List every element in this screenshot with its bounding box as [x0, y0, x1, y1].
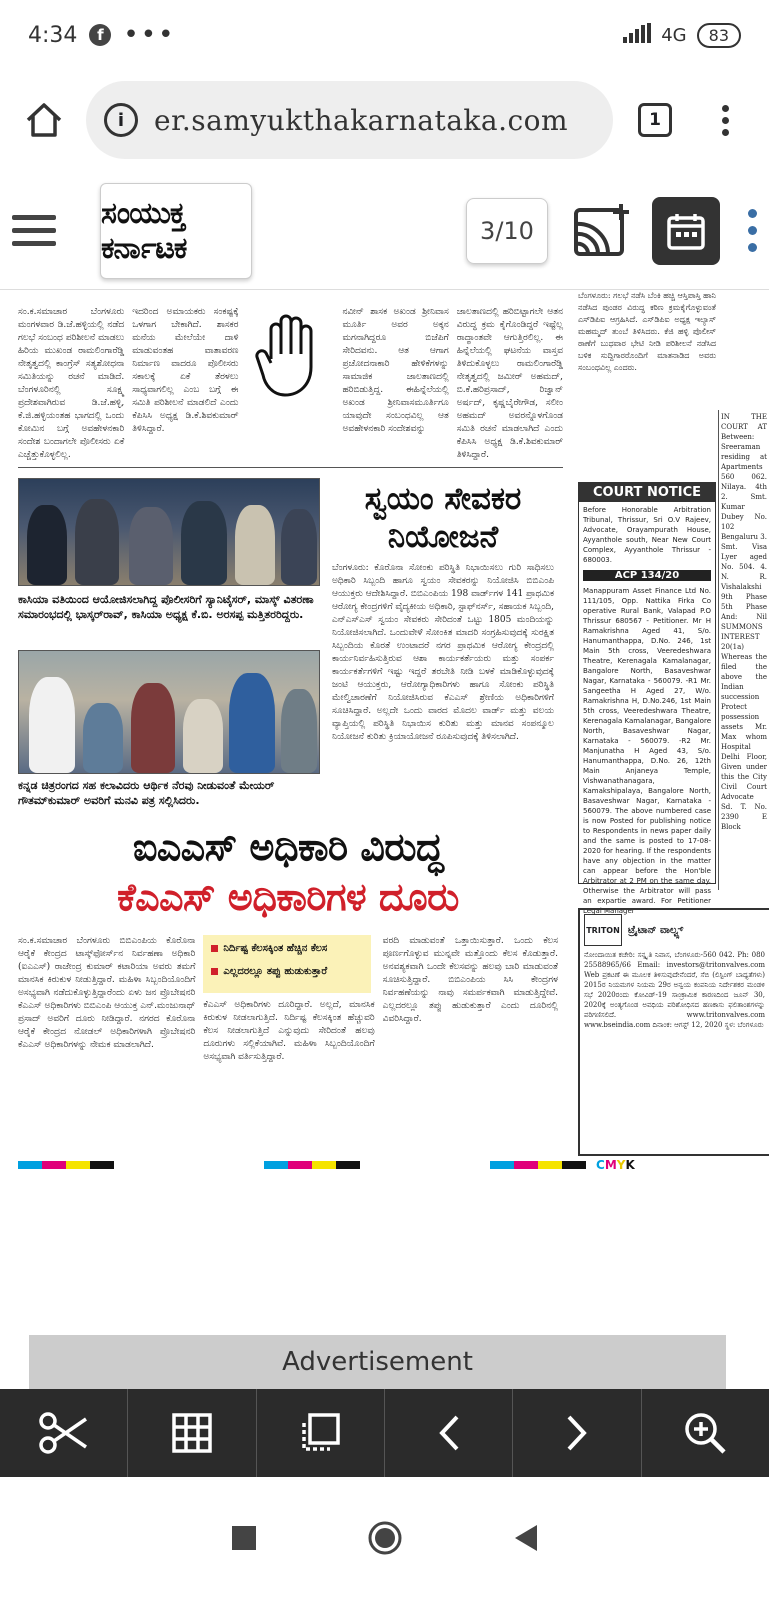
highlight-box	[203, 935, 371, 993]
triton-notice	[578, 908, 769, 1156]
overflow-menu-icon[interactable]	[748, 209, 757, 252]
photo-caption: ಕನ್ನಡ ಚಿತ್ರರಂಗದ ಸಹ ಕಲಾವಿದರು ಆರ್ಥಿಕ ನೆರವು ನೀಡುವಂತೆ ಮೇಯರ್ ಗೌತಮ್‌ಕುಮಾರ್ ಅವರಿಗೆ ಮನವಿ ಪತ್ರ ಸಲ್ಲಿಸಿದರು.	[18, 779, 275, 807]
main-headline-red: ಕೆಎಎಸ್ ಅಧಿಕಾರಿಗಳ ದೂರು	[117, 875, 459, 919]
headline	[332, 480, 554, 556]
logo-text: ಸಂಯುಕ್ತ ಕರ್ನಾಟಕ	[101, 195, 187, 266]
highlight-item: ನಿರ್ದಿಷ್ಟ ಕೆಲಸಕ್ಕಿಂತ ಹೆಚ್ಚಿನ ಕೆಲಸ	[223, 943, 328, 954]
article-column: ಇದರಿಂದ ಅಮಾಯಕರು ಸಂಕಷ್ಟಕ್ಕೆ ಒಳಗಾಗ ಬೇಕಾಗಿದೆ. ಶಾಸಕರ ಮನೆಯ ಮೇಲೆಯೇ ದಾಳಿ ಮಾಡುವಂತಹ ವಾತಾವರಣ ನಿರ್ಮಾಣ ವಾದರೂ ಪೊಲೀಸರು ಸಕಾಲಕ್ಕೆ ಏಕೆ ತೆರಳಲು ಸಾಧ್ಯವಾಗಲಿಲ್ಲ ಎಂಬ ಬಗ್ಗೆ ಈ ಸಮಿತಿ ಪರಿಶೀಲನೆ ಮಾಡಲಿದೆ ಎಂದು ಕೆಪಿಸಿಸಿ ಅಧ್ಯಕ್ಷ ಡಿ.ಕೆ.ಶಿವಕುಮಾರ್ ತಿಳಿಸಿದ್ದಾರೆ.	[132, 307, 239, 434]
court-notice-body: Manappuram Asset Finance Ltd No. 111/105, Opp. Nattika Firka Co operative Rural Bank, Valapad P.O Thrissur 680567 - Petitioner. Mr H Ramakrishna Aged 41, S/o. Hanumanthappa, D.No. 246, 1st Main 5th cross, Veeredeshwara Theatre, Kerenagala Kamalanagar, Bangalore North, Basaveshwar Nagar, Karnataka - 560079. -R1 Mr. Sangeetha H Aged 27, W/o. Ramakrishna H, D.No.246, 1st Main 5th cross, Veeredeshwara Theatre, Kerenagala Kamalanagar, Bangalore North, Basaveshwar Nagar, Karnataka - 560079. -R2 Mr. Manjunatha H Aged 43, S/o. Hanumanthappa, D.No. 26, 12th Main Anjaneya Temple, Vishwanathanagara, Kamakshipalaya, Bangalore North, Basaveshwar Nagar, Karnataka - 560079. The above numbered case is now Posted for publishing notice to Respondents in news paper daily and the same is posted to 17-08-2020 for hearing. If the respondents have any objection in the matter can appear before the Hon'ble Arbitrator at 2 PM on the same day. Otherwise the Arbitrator will pass an expartie award. For Petitioner Legal Manager	[583, 587, 711, 915]
next-page-icon[interactable]	[513, 1389, 641, 1477]
news-photo	[18, 478, 320, 586]
congress-hand-icon	[247, 306, 335, 402]
browser-url-row	[0, 72, 769, 168]
article-column: ಸಂ.ಕ.ಸಮಾಚಾರ ಬೆಂಗಳೂರು ಬಿಬಿಎಂಪಿಯ ಕೊರೊನಾ ಆರೈಕೆ ಕೇಂದ್ರದ ಟಾಸ್ಕ್‌ಫೋರ್ಸ್‌ನ ನಿರ್ವಹಣಾ ಅಧಿಕಾರಿ (ಐಎಎಸ್) ರಾಜೇಂದ್ರ ಕುಮಾರ್ ಕಟಾರಿಯಾ ಅವರು ತಮಗೆ ಮಾನಸಿಕ ಕಿರುಕುಳ ನೀಡುತ್ತಿದ್ದಾರೆ. ಮಹಿಳಾ ಸಿಬ್ಬಂದಿಯೊಂದಿಗೆ ಅಸಭ್ಯವಾಗಿ ನಡೆದುಕೊಳ್ಳುತ್ತಿದ್ದಾರೆಂದು ಏಳು ಜನ ಪ್ರೊಬೇಷನರಿ ಕೆಎಎಸ್ ಅಧಿಕಾರಿಗಳು ಬಿಬಿಎಂಪಿ ಆಯುಕ್ತ ಎನ್.ಮಂಜುನಾಥ್ ಪ್ರಸಾದ್ ಅವರಿಗೆ ದೂರು ನೀಡಿದ್ದಾರೆ. ನಗರದ ಕೊರೊನಾ ಆರೈಕೆ ಕೇಂದ್ರದ ನೋಡಲ್ ಅಧಿಕಾರಿಗಳಾಗಿ ಪ್ರೊಬೇಷನರಿ ಕೆಎಎಸ್ ಅಧಿಕಾರಿಗಳನ್ನು ನೇಮಕ ಮಾಡಲಾಗಿದೆ.	[18, 936, 196, 1050]
calendar-icon[interactable]	[652, 197, 720, 265]
main-headline: ಐಎಎಸ್ ಅಧಿಕಾರಿ ವಿರುದ್ಧ	[132, 825, 444, 869]
headline-line: ಸ್ವಯಂ ಸೇವಕರ	[364, 481, 522, 517]
home-icon[interactable]	[367, 1520, 403, 1560]
advertisement-banner[interactable]: Advertisement	[29, 1335, 726, 1389]
article-column: ಬೆಂಗಳೂರು: ಗಲಭೆ ನಡೆಸಿ ಬೆಂಕಿ ಹಚ್ಚಿ ಆಸ್ತಿಪಾಸ್ತಿ ಹಾನಿ ನಡೆಸಿದ ಪುಂಡರ ವಿರುದ್ಧ ಕಠಿಣ ಕ್ರಮಕೈಗೊಳ್ಳುವಂತೆ ಎಸ್‌ಡಿಪಿಐ ಆಗ್ರಹಿಸಿದೆ. ಎಸ್‌ಡಿಪಿಐ ಅಧ್ಯಕ್ಷ ಇಲ್ಯಾಸ್ ಮಹಮ್ಮದ್ ತುಂಬೆ ತಿಳಿಸಿದರು. ಕೆಜಿ ಹಳ್ಳಿ ಪೊಲೀಸ್ ಠಾಣೆಗೆ ಬುಧವಾರ ಭೇಟಿ ನೀಡಿ ಪರಿಶೀಲನೆ ನಡೆಸಿದ ಬಳಿಕ ಸುದ್ದಿಗಾರರೊಂದಿಗೆ ಮಾತನಾಡಿದ ಅವರು ಸಂಬಂಧವಿಲ್ಲ ಎಂದರು.	[578, 291, 716, 372]
scissors-icon[interactable]	[0, 1389, 128, 1477]
top-article	[18, 290, 563, 468]
system-nav-bar	[0, 1480, 769, 1600]
battery-icon	[697, 23, 741, 48]
sdpi-article	[578, 290, 716, 472]
home-icon[interactable]	[16, 92, 72, 148]
court-notice	[578, 482, 716, 915]
recents-icon[interactable]	[231, 1525, 257, 1555]
grid-icon[interactable]	[128, 1389, 256, 1477]
article-column: ಸಂ.ಕ.ಸಮಾಚಾರ ಬೆಂಗಳೂರು ಮಂಗಳವಾರ ಡಿ.ಜೆ.ಹಳ್ಳಿಯಲ್ಲಿ ನಡೆದ ಗಲಭೆ ಸಂಬಂಧ ಪರಿಶೀಲನೆ ಮಾಡಲು ಹಿರಿಯ ಮುಖಂಡ ರಾಮಲಿಂಗಾರೆಡ್ಡಿ ನೇತೃತ್ವದಲ್ಲಿ ಕಾಂಗ್ರೆಸ್ ಸತ್ಯಶೋಧನಾ ಸಮಿತಿಯನ್ನು ರಚನೆ ಮಾಡಿದೆ. ಬೆಂಗಳೂರಿನಲ್ಲಿ ಸೂಕ್ಷ್ಮ ಪ್ರದೇಶವಾಗಿರುವ ಡಿ.ಜೆ.ಹಳ್ಳಿ, ಕೆ.ಜಿ.ಹಳ್ಳಿಯಂತಹ ಭಾಗದಲ್ಲಿ ಒಂದು ಕೋಮಿನ ಬಗ್ಗೆ ಅವಹೇಳನಕಾರಿ ಸಂದೇಶ ಬಂದಾಗಲೇ ಪೊಲೀಸರು ಏಕೆ ಎಚ್ಚೆತ್ತುಕೊಳ್ಳಲಿಲ್ಲ.	[18, 307, 125, 460]
main-article	[18, 935, 558, 1145]
case-number: ACP 134/20	[583, 570, 711, 581]
previous-page-icon[interactable]	[385, 1389, 513, 1477]
status-bar	[0, 0, 769, 70]
court-notice-intro: Before Honorable Arbitration Tribunal, Thrissur, Sri O.V Rajeev, Advocate, Orayampurath House, Ayyanthole south, Near New Court Complex, Ayyanthole Thrissur - 680003.	[583, 506, 711, 564]
network-type: 4G	[661, 24, 687, 46]
logo[interactable]	[100, 183, 252, 279]
news-photo	[18, 650, 320, 774]
overflow-menu-icon[interactable]	[697, 92, 753, 148]
article-column: ಜಾಲತಾಣದಲ್ಲಿ ಹರಿಬಿಟ್ಟಾಗಲೇ ಆತನ ವಿರುದ್ಧ ಕ್ರಮ ಕೈಗೊಂಡಿದ್ದರೆ ಇಷ್ಟೆಲ್ಲ ರಾದ್ಧಾಂತವೇ ಆಗುತ್ತಿರಲಿಲ್ಲ. ಈ ಹಿನ್ನೆಲೆಯಲ್ಲಿ ಘಟನೆಯ ವಾಸ್ತವ ತಿಳಿದುಕೊಳ್ಳಲು ರಾಮಲಿಂಗಾರೆಡ್ಡಿ ನೇತೃತ್ವದಲ್ಲಿ ಜಮೀರ್ ಅಹಮದ್, ಬಿ.ಕೆ.ಹರಿಪ್ರಸಾದ್, ರಿಜ್ವಾನ್ ಅರ್ಷದ್, ಕೃಷ್ಣಬೈರೇಗೌಡ, ಸಲೀಂ ಅಹಮದ್ ಅವರನ್ನೊಳಗೊಂಡ ಸಮಿತಿ ರಚನೆ ಮಾಡಲಾಗಿದೆ ಎಂದು ಕೆಪಿಸಿಸಿ ಅಧ್ಯಕ್ಷ ಡಿ.ಕೆ.ಶಿವಕುಮಾರ್ ತಿಳಿಸಿದ್ದಾರೆ.	[456, 307, 563, 460]
url-bar[interactable]	[86, 81, 613, 159]
info-icon[interactable]: i	[104, 103, 138, 137]
tabs-icon[interactable]	[627, 92, 683, 148]
epaper-toolbar	[0, 172, 769, 290]
cast-icon[interactable]	[570, 199, 634, 263]
photo-caption: ಕಾಸಿಯಾ ವತಿಯಿಂದ ಆಯೋಜಿಸಲಾಗಿದ್ದ ಪೊಲೀಸರಿಗೆ ಸ್ಯಾನಿಟೈಸರ್, ಮಾಸ್ಕ್ ವಿತರಣಾ ಸಮಾರಂಭದಲ್ಲಿ ಭಾಸ್ಕರ್‌ರಾವ್, ಕಾಸಿಯಾ ಅಧ್ಯಕ್ಷ ಕೆ.ಬಿ. ಅರಸಪ್ಪ ಮತ್ತಿತರರಿದ್ದರು.	[18, 593, 314, 621]
triton-notice-text: ನೋಂದಾಯಿತ ಕಚೇರಿ: ಸನ್ಸ್ಕೃತಿ ನಿವಾಸ, ಬೆಂಗಳೂರು-560 042. Ph: 080 25588965/66 Email: investors@tritonvalves.com Web ಪ್ರಕಟಣೆ ಈ ಮೂಲಕ ತಿಳಿಸುವುದೇನೆಂದರೆ, ಸೆಬಿ (ಲಿಸ್ಟಿಂಗ್ ಬಾಧ್ಯತೆಗಳು) 2015ರ ನಿಯಮಗಳ ನಿಯಮ 29ರ ಅನ್ವಯ ಕಂಪನಿಯ ನಿರ್ದೇಶಕರ ಮಂಡಳಿ ಸಭೆ 2020ರಂದು ಕೋವಿಡ್-19 ಸಾಂಕ್ರಾಮಿಕ ಕಾರಣದಿಂದ ಜೂನ್ 30, 2020ಕ್ಕೆ ಅಂತ್ಯಗೊಂಡ ಅವಧಿಯ ಪರಿಶೋಧಿಸದ ಹಣಕಾಸು ಫಲಿತಾಂಶಗಳನ್ನು ಪರಿಗಣಿಸಲಿದೆ. www.tritonvalves.com www.bseindia.com ದಿನಾಂಕ: ಆಗಸ್ಟ್ 12, 2020 ಸ್ಥಳ: ಬೆಂಗಳೂರು	[584, 951, 765, 1029]
headline-line: ನಿಯೋಜನೆ	[387, 519, 499, 555]
legal-notice-text: IN THE COURT AT Between: Sreeraman residing at Apartments 560 062. Nilaya. 4th 2. Smt. Kumar Dubey No. 102 Bengaluru 3. Smt. Visa Lyer aged No. 504. 4. N. R. Vishalakshi 9th Phase 5th Phase And: Nil SUMMONS INTEREST 20(1a) Whereas the filed the above the Indian succession Protect possession assets Mr. Max whom Hospital Delhi Floor, Given under this the City Civil Court Advocate Sd. T. No. 2390 E Block	[721, 413, 767, 831]
tab-count: 1	[638, 103, 672, 137]
page-select-icon[interactable]	[257, 1389, 385, 1477]
triton-name: ಟ್ರೈಟಾನ್ ವಾಲ್ವ್ಸ್	[628, 924, 684, 936]
clock: 4:34	[28, 22, 78, 48]
page-indicator[interactable]: 3/10	[466, 198, 548, 264]
court-notice-title: COURT NOTICE	[579, 483, 715, 502]
signal-icon	[623, 23, 651, 48]
article-body: ಬೆಂಗಳೂರು: ಕೊರೊನಾ ಸೋಂಕು ಪರಿಸ್ಥಿತಿ ನಿಭಾಯಿಸಲು ಗುರಿ ಸಾಧಿಸಲು ಅಧಿಕಾರಿ ಸಿಬ್ಬಂದಿ ಹಾಗೂ ಸ್ವಯಂ ಸೇವಕರನ್ನು ನಿಯೋಜಿಸಿ ಬಿಬಿಎಂಪಿ ಆಯುಕ್ತರು ಆದೇಶಿಸಿದ್ದಾರೆ. ಬಿಬಿಎಂಪಿಯ 198 ವಾರ್ಡ್‌ಗಳ 141 ಪ್ರಾಥಮಿಕ ಆರೋಗ್ಯ ಕೇಂದ್ರಗಳಿಗೆ ವೈದ್ಯಕೀಯ ಅಧಿಕಾರಿ, ಸ್ಟಾಫ್‌ನರ್ಸ್, ಸಹಾಯಕ ಸಿಬ್ಬಂದಿ, ಎನ್‌ಎಸ್‌ಎಸ್ ಸ್ವಯಂ ಸೇವಕರು ಸೇರಿದಂತೆ ಒಟ್ಟು 1805 ಮಂದಿಯನ್ನು ನಿಯೋಜಿಸಲಾಗಿದೆ. ಒಂದುವೇಳೆ ಸೋಂಕಿತ ಮಾದರಿ ಸಂಗ್ರಹಿಸುವುದಕ್ಕೆ ಸುರಕ್ಷಿತ ಸಿಬ್ಬಂದಿಯ ಕೊರತೆ ಉಂಟಾದರೆ ನಗರ ಪ್ರಾಥಮಿಕ ಆರೋಗ್ಯ ಕೇಂದ್ರದಲ್ಲಿ ಕಾರ್ಯನಿರ್ವಹಿಸುತ್ತಿರುವ ಆಶಾ ಕಾರ್ಯಕರ್ತೆಯರು ಮತ್ತು ಸಂಪರ್ಕ ಕಾರ್ಯಕರ್ತೆಗಳಿಗೆ ಇಷ್ಟು ಇದ್ದರೆ ತರಬೇತಿ ನೀಡಿ ಬಳಕೆ ಮಾಡಿಕೊಳ್ಳುವುದಕ್ಕೆ ಜಂಟಿ ಆಯುಕ್ತರು, ಆರೋಗ್ಯಾಧಿಕಾರಿಗಳು ಹಾಗೂ ಸೋಂಕು ಪರಿಸ್ಥಿತಿ ಮೇಲ್ವಿಚಾರಣೆಗೆ ನಿಯೋಜಿಸಿರುವ ಕೆಎಎಸ್ ಶ್ರೇಣಿಯ ಅಧಿಕಾರಿಗಳಿಗೆ ಸೂಚಿಸಿದ್ದಾರೆ. ಅಲ್ಲದೇ ಒಂದು ವಾರದ ಮೊದಲ ವಾರ್ಡ್ ಮತ್ತು ವಲಯ ವ್ಯಾಪ್ತಿಯಲ್ಲಿ ಪರಿಸ್ಥಿತಿ ನಿಭಾಯಿಸ ಕುರಿತು ಮತ್ತು ಮಾನವ ಸಂಪನ್ಮೂಲ ನಿಯೋಜನೆ ಕುರಿತು ಕ್ರಿಯಾಯೋಜನೆ ರೂಪಿಸುವುದಕ್ಕೆ ತಿಳಿಸಲಾಗಿದೆ.	[332, 563, 554, 742]
legal-notice	[718, 410, 769, 890]
highlight-item: ಎಲ್ಲದರಲ್ಲೂ ತಪ್ಪು ಹುಡುಕುತ್ತಾರೆ	[223, 966, 328, 977]
cmyk-color-bar	[18, 1158, 769, 1172]
hamburger-icon[interactable]	[12, 215, 56, 246]
battery-level: 83	[708, 25, 729, 45]
newspaper-page[interactable]	[0, 290, 769, 1190]
more-dots-icon: •••	[123, 20, 176, 50]
url-text[interactable]: er.samyukthakarnataka.com	[154, 103, 569, 137]
cmyk-label: CMYK	[596, 1158, 635, 1172]
epaper-bottom-toolbar	[0, 1389, 769, 1477]
zoom-in-icon[interactable]	[642, 1389, 769, 1477]
article-column: ನವೀನ್ ಶಾಸಕ ಅಖಂಡ ಶ್ರೀನಿವಾಸ ಮೂರ್ತಿ ಅವರ ಅಕ್ಕನ ಮಗನಾಗಿದ್ದರೂ ಬಿಜೆಪಿಗೆ ಸೇರಿದವನು. ಆತ ಆಗಾಗ ಪ್ರಚೋದನಾಕಾರಿ ಹೇಳಿಕೆಗಳನ್ನು ಸಾಮಾಜಿಕ ಜಾಲತಾಣದಲ್ಲಿ ಹರಿಬಿಡುತ್ತಿದ್ದ. ಈಹಿನ್ನೆಲೆಯಲ್ಲಿ ಅಖಂಡ ಶ್ರೀನಿವಾಸಮೂರ್ತಿಗೂ ಯಾವುದೇ ಸಂಬಂಧವಿಲ್ಲ ಆತ ಅವಹೇಳನಕಾರಿ ಸಂದೇಶವನ್ನು	[342, 307, 449, 434]
article-column: ಕೆಎಎಸ್ ಅಧಿಕಾರಿಗಳು ದೂರಿದ್ದಾರೆ. ಅಲ್ಲದೆ, ಮಾನಸಿಕ ಕಿರುಕುಳ ನೀಡಲಾಗುತ್ತಿದೆ. ನಿರ್ದಿಷ್ಟ ಕೆಲಸಕ್ಕಿಂತ ಹೆಚ್ಚುವರಿ ಕೆಲಸ ನೀಡಲಾಗುತ್ತಿದೆ ಎನ್ನುವುದು ಸೇರಿದಂತೆ ಹಲವು ದೂರುಗಳು ಸಲ್ಲಿಕೆಯಾಗಿವೆ. ಮಹಿಳಾ ಸಿಬ್ಬಂದಿಯೊಂದಿಗೆ ಅಸಭ್ಯವಾಗಿ ವರ್ತಿಸುತ್ತಿದ್ದಾರೆ.	[203, 1000, 375, 1062]
back-icon[interactable]	[513, 1524, 539, 1556]
facebook-icon: f	[89, 24, 111, 46]
triton-logo: TRITON	[584, 914, 622, 946]
article-column: ವರದಿ ಮಾಡುವಂತೆ ಒತ್ತಾಯಿಸುತ್ತಾರೆ. ಒಂದು ಕೆಲಸ ಪೂರ್ಣಗೊಳ್ಳುವ ಮುನ್ನವೇ ಮತ್ತೊಂದು ಕೆಲಸ ಕೊಡುತ್ತಾರೆ. ಅನವಶ್ಯಕವಾಗಿ ಒಂದೇ ಕೆಲಸವನ್ನು ಹಲವು ಬಾರಿ ಮಾಡುವಂತೆ ಸೂಚಿಸುತ್ತಿದ್ದಾರೆ. ಬಿಬಿಎಂಪಿಯ ಸಿಸಿ ಕೇಂದ್ರಗಳ ನಿರ್ವಹಣೆಯನ್ನು ನಾವು ಸಮರ್ಪಕವಾಗಿ ಮಾಡುತ್ತಿದ್ದೇವೆ. ಎಲ್ಲದರಲ್ಲೂ ತಪ್ಪು ಹುಡುಕುತ್ತಾರೆ ಎಂದು ದೂರಿನಲ್ಲಿ ವಿವರಿಸಿದ್ದಾರೆ.	[382, 936, 558, 1024]
